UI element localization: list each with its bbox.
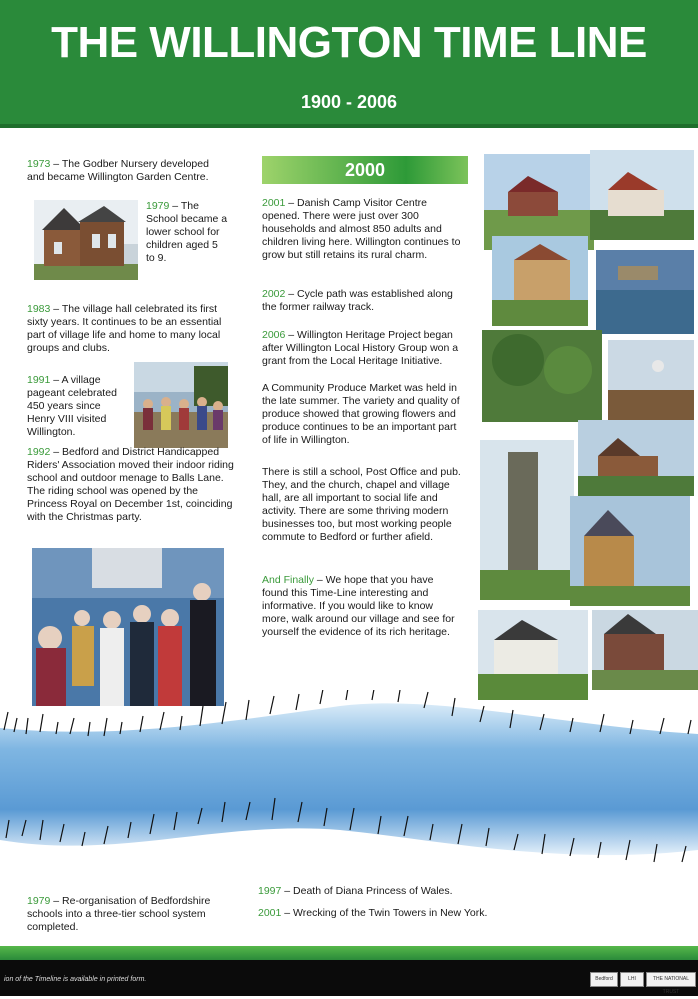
footer-note: ion of the Timeline is available in printed form.	[4, 976, 147, 983]
entry-1983	[27, 303, 232, 355]
entry-2001-twin-towers	[258, 907, 488, 920]
entry-year: 1979	[146, 200, 170, 212]
footer-bar	[0, 960, 698, 996]
entry-text: – The Godber Nursery developed and became Willington Garden Centre.	[27, 158, 209, 183]
entry-label: And Finally	[262, 574, 314, 586]
river-artwork	[0, 690, 698, 900]
village-photo-collage	[478, 140, 698, 700]
entry-text: – The School became a lower school for children aged 5 to 9.	[146, 200, 228, 264]
entry-1991	[27, 374, 131, 439]
entry-year: 2001	[258, 907, 282, 919]
entry-year: 1979	[27, 895, 51, 907]
entry-text: – Bedford and District Handicapped Riders' Association moved their indoor riding school and outdoor menage to Balls Lane. The riding school was opened by the Princess Royal on December 1st, coinciding with the Christmas party.	[27, 446, 234, 523]
entry-year: 2006	[262, 329, 286, 341]
entry-1979-reorganisation	[27, 895, 227, 934]
entry-text: – We hope that you have found this Time-Line interesting and informative. If you would like to know more, walk around our village and see for yourself the evidence of its rich heritage.	[262, 574, 455, 638]
year-2000-badge: 2000	[262, 156, 468, 184]
entry-year: 1997	[258, 885, 282, 897]
entry-1979-school	[146, 200, 228, 265]
entry-text: – Cycle path was established along the former railway track.	[262, 288, 453, 313]
entry-text: – Death of Diana Princess of Wales.	[281, 885, 453, 897]
entry-year: 1991	[27, 374, 51, 386]
entry-text: – Danish Camp Visitor Centre opened. There were just over 300 households and almost 850 adults and children living here. Willington continues to grow but still retains its rural charm.	[262, 197, 461, 261]
page-subtitle-years: 1900 - 2006	[300, 92, 398, 112]
national-trust-logo: THE NATIONAL TRUST	[646, 972, 696, 987]
entry-1973	[27, 158, 227, 184]
entry-year: 2001	[262, 197, 286, 209]
entry-text: – Re-organisation of Bedfordshire schools into a three-tier school system completed.	[27, 895, 211, 933]
entry-text: – Willington Heritage Project began after Willington Local History Group won a grant from the Local Heritage Initiative.	[262, 329, 459, 367]
footer-green-band	[0, 946, 698, 960]
sponsor-logo-1: Bedford	[590, 972, 618, 987]
entry-2002	[262, 288, 462, 314]
entry-and-finally	[262, 574, 462, 639]
entry-year: 2002	[262, 288, 286, 300]
school-photo	[34, 200, 138, 280]
entry-1997	[258, 885, 488, 898]
paragraph-village-life: There is still a school, Post Office and pub. They, and the church, chapel and village hall, are all important to social life and activity. There are some thriving modern businesses too, but most working people commute to Bedford or further afield.	[262, 466, 461, 543]
header-banner	[0, 0, 698, 128]
paragraph-produce-market: A Community Produce Market was held in the late summer. The variety and quality of produce showed that growing flowers and produce continues to be an important part of life in Willington.	[262, 382, 460, 446]
entry-text: – A village pageant celebrated 450 years since Henry VIII visited Willington.	[27, 374, 117, 438]
entry-1992	[27, 446, 235, 524]
entry-text: – Wrecking of the Twin Towers in New York.	[281, 907, 488, 919]
entry-2001-visitor-centre	[262, 197, 462, 262]
entry-text: – The village hall celebrated its first sixty years. It continues to be an essential part of village life and home to many local groups and clubs.	[27, 303, 222, 354]
sponsor-logo-2: LHI	[620, 972, 644, 987]
entry-year: 1992	[27, 446, 51, 458]
entry-year: 1983	[27, 303, 51, 315]
riding-school-photo	[32, 548, 224, 706]
entry-year: 1973	[27, 158, 51, 170]
entry-2006	[262, 329, 462, 368]
pageant-photo	[134, 362, 228, 448]
page-title: THE WILLINGTON TIME LINE	[51, 18, 647, 67]
